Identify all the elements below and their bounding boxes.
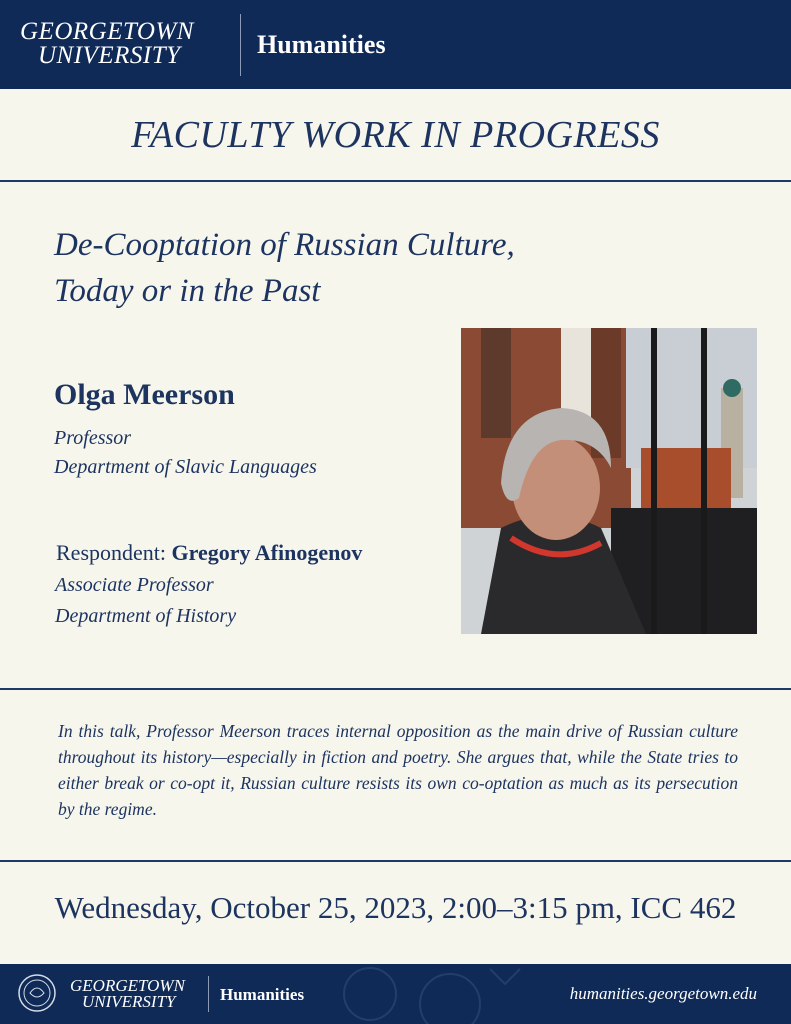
unit-name: Humanities: [257, 30, 386, 59]
footer-unit-name: Humanities: [220, 985, 305, 1004]
footer-website-link[interactable]: humanities.georgetown.edu: [569, 984, 757, 1003]
university-wordmark: [20, 20, 194, 68]
footer-university-line2: UNIVERSITY: [82, 992, 176, 1011]
divider-bottom: [0, 860, 791, 862]
speaker-position: Professor: [54, 427, 132, 449]
respondent-name: Gregory Afinogenov: [171, 540, 363, 565]
footer-divider: [208, 976, 209, 1012]
respondent-department: Department of History: [55, 605, 237, 627]
respondent-position: Associate Professor: [55, 574, 214, 596]
talk-title-line2: Today or in the Past: [54, 273, 321, 309]
divider-top: [0, 180, 791, 182]
header-divider: [240, 14, 241, 76]
respondent-line: [56, 540, 362, 566]
divider-middle: [0, 688, 791, 690]
speaker-info: [54, 424, 317, 482]
footer-bar: [0, 964, 791, 1024]
speaker-photo: [461, 328, 757, 634]
footer-university-line1: GEORGETOWN: [70, 976, 185, 995]
talk-abstract: In this talk, Professor Meerson traces internal opposition as the main drive of Russian culture throughout its history—especially in fiction and poetry. She argues that, while the State tries to either break or co-opt it, Russian culture resists its own co-optation as much as its persecution by the regime.: [58, 721, 738, 819]
speaker-department: Department of Slavic Languages: [54, 456, 317, 478]
university-name-line1: GEORGETOWN: [20, 18, 194, 45]
respondent-label: Respondent:: [56, 540, 166, 565]
footer-university-wordmark: [70, 978, 185, 1010]
university-name-line2: UNIVERSITY: [38, 42, 181, 69]
event-details: Wednesday, October 25, 2023, 2:00–3:15 pm, ICC 462: [54, 890, 737, 925]
talk-title: [54, 222, 515, 314]
header-bar: [0, 0, 791, 89]
series-title: FACULTY WORK IN PROGRESS: [131, 114, 660, 156]
respondent-info: [55, 570, 236, 632]
footer-pattern: [330, 964, 530, 1024]
university-seal-icon: [16, 969, 58, 1017]
speaker-name: Olga Meerson: [54, 378, 235, 411]
talk-title-line1: De-Cooptation of Russian Culture,: [54, 227, 515, 263]
